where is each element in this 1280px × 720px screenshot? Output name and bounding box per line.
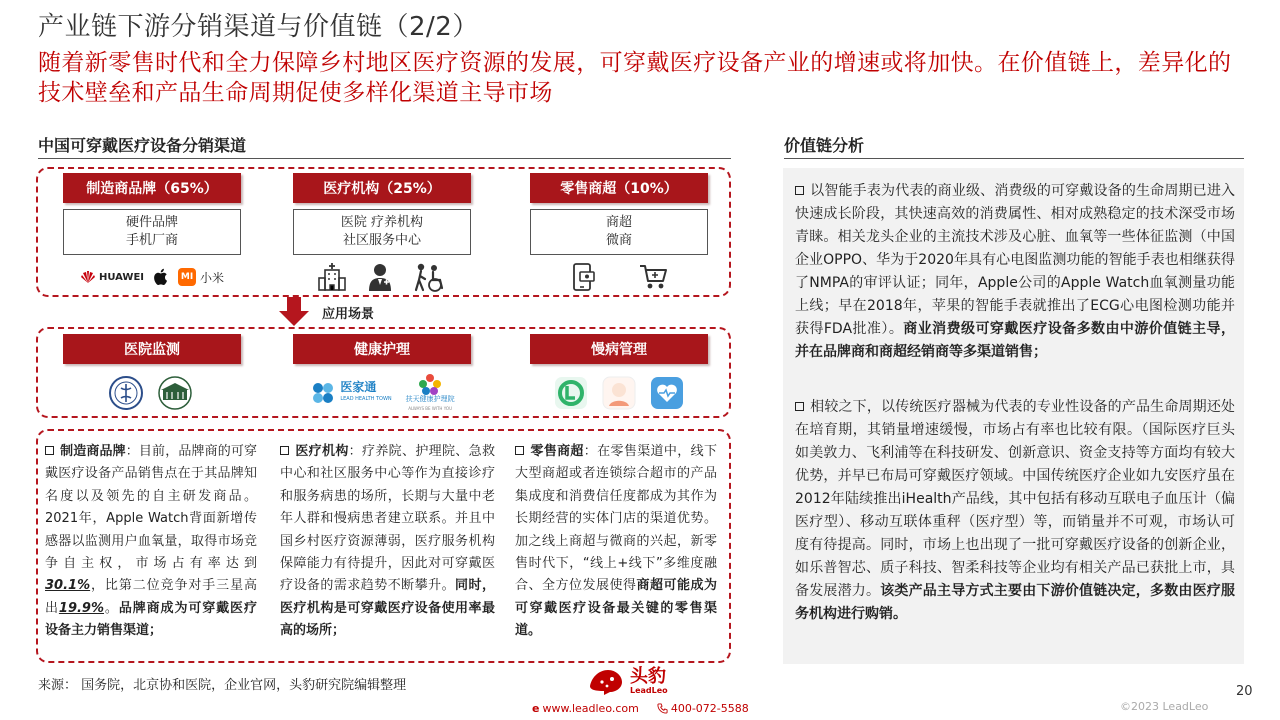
channel-retail-line1: 商超 xyxy=(605,215,632,230)
value-chain-para-1 xyxy=(795,180,1235,364)
desc-manufacturer-head: 制造商品牌 xyxy=(60,444,126,459)
copyright: ©2023 LeadLeo xyxy=(1120,700,1209,713)
shopping-cart-icon xyxy=(638,263,668,291)
left-section-divider xyxy=(38,158,731,159)
jiankang-flower-icon xyxy=(418,373,442,395)
bullet-checkbox-icon xyxy=(795,186,804,195)
scenario-hospital-monitoring: 医院监测 xyxy=(63,334,241,364)
channel-manufacturer-label: 制造商品牌（65%） xyxy=(63,173,241,203)
huawei-logo xyxy=(80,271,144,283)
bullet-checkbox-icon xyxy=(515,446,524,455)
website-text: www.leadleo.com xyxy=(542,702,639,715)
contact-info xyxy=(532,702,749,715)
hospital-logos xyxy=(63,374,241,412)
channel-retail-label: 零售商超（10%） xyxy=(530,173,708,203)
arrow-label: 应用场景 xyxy=(322,307,375,322)
page-subtitle: 随着新零售时代和全力保障乡村地区医疗资源的发展，可穿戴医疗设备产业的增速或将加快。在价值链上，差异化的技术壁垒和产品生命周期促使多样化渠道主导市场 xyxy=(38,50,1232,106)
xiaomi-mark-icon: MI xyxy=(178,268,196,286)
channel-medical-line2: 社区服务中心 xyxy=(342,233,421,248)
bullet-checkbox-icon xyxy=(795,402,804,411)
desc-manufacturer-em1: 30.1% xyxy=(45,578,91,594)
value-chain-para-1-text: 以智能手表为代表的商业级、消费级的可穿戴设备的生命周期已进入快速成长阶段，其快速高效的消费属性、相对成熟稳定的技术深受市场青睐。相关龙头企业的主流技术涉及心脏、血氧等一些体征监测（中国企业OPPO、华为于2020年具有心电图监测功能的智能手表也相继获得了NMPA的审评认证；同年，Apple公司的Apple Watch血氧测量功能上线；早在2018年，苹果的智能手表就推出了ECG心电图检测功能并获得FDA批准）。 xyxy=(795,183,1235,337)
hospital-emblem-icon xyxy=(109,376,143,410)
channel-medical-line1: 医院 疗养机构 xyxy=(340,215,424,230)
phone-text: 400-072-5588 xyxy=(670,702,749,715)
desc-retail xyxy=(515,441,717,643)
desc-manufacturer-bold: 品牌商成为可穿戴医疗设备主力销售渠道； xyxy=(45,600,257,639)
channel-retail-line2: 微商 xyxy=(605,233,632,248)
medical-icons xyxy=(293,260,471,294)
brand-sub: LeadLeo xyxy=(630,685,668,695)
caregiver-wheelchair-icon xyxy=(413,262,447,292)
app-doctor-icon xyxy=(602,376,636,410)
chronic-app-logos xyxy=(530,374,708,412)
web-e-icon: e xyxy=(532,702,540,715)
jiankang-tagline: ALWAYS BE WITH YOU xyxy=(408,406,453,411)
pumch-emblem-icon xyxy=(155,376,195,410)
phone-contact xyxy=(657,702,749,715)
app-heart-icon xyxy=(650,376,684,410)
phone-icon xyxy=(657,703,668,714)
desc-medical-head: 医疗机构 xyxy=(295,444,349,459)
desc-manufacturer-body1: ：目前，品牌商的可穿戴医疗设备产品销售点在于其品牌知名度以及领先的自主研发商品。2021年，Apple Watch背面新增传感器以监测用户血氧量，取得市场竞争自主权，市场占有率达到 xyxy=(45,444,257,572)
care-logos xyxy=(293,374,471,412)
yijiatong-mark-icon xyxy=(309,380,337,406)
page-number: 20 xyxy=(1236,684,1253,699)
desc-retail-head: 零售商超 xyxy=(530,444,584,459)
desc-retail-bold: 商超可能成为可穿戴医疗设备最关键的零售渠道。 xyxy=(515,578,717,639)
app-l-icon xyxy=(554,376,588,410)
left-section-title: 中国可穿戴医疗设备分销渠道 xyxy=(38,136,247,155)
hospital-building-icon xyxy=(317,262,347,292)
desc-manufacturer-body2: ，比第二位竞争对手三星高出 xyxy=(45,578,257,616)
desc-manufacturer-em2: 19.9% xyxy=(58,600,105,616)
channel-manufacturer-box xyxy=(63,209,241,255)
desc-medical xyxy=(280,441,495,643)
jiankang-logo xyxy=(406,373,455,413)
right-section-divider xyxy=(784,158,1244,159)
brand-name: 头豹 xyxy=(630,665,666,687)
leopard-logo-icon xyxy=(588,666,624,696)
desc-manufacturer xyxy=(45,441,257,643)
yijiatong-logo xyxy=(309,380,391,406)
channel-manufacturer-line1: 硬件品牌 xyxy=(125,215,178,230)
channel-medical-box xyxy=(293,209,471,255)
value-chain-para-2 xyxy=(795,396,1235,626)
retail-icons xyxy=(530,260,708,294)
channel-manufacturer-line2: 手机厂商 xyxy=(125,233,178,248)
doctor-icon xyxy=(365,262,395,292)
scenario-health-care: 健康护理 xyxy=(293,334,471,364)
source-note: 来源： 国务院，北京协和医院，企业官网，头豹研究院编辑整理 xyxy=(38,678,407,693)
right-section-title: 价值链分析 xyxy=(784,136,865,155)
desc-medical-body1: ：疗养院、护理院、急救中心和社区服务中心等作为直接诊疗和服务病患的场所，长期与大量中老年人群和慢病患者建立联系。并且中国乡村医疗资源薄弱，医疗服务机构保障能力有待提升，因此对可穿戴医疗设备的需求趋势不断攀升。 xyxy=(280,444,495,594)
channel-retail-box xyxy=(530,209,708,255)
huawei-wordmark: HUAWEI xyxy=(98,271,145,283)
value-chain-para-1-bold: 商业消费级可穿戴医疗设备多数由中游价值链主导，并在品牌商和商超经销商等多渠道销售； xyxy=(795,321,1235,360)
mobile-payment-icon xyxy=(570,262,598,292)
manufacturer-logos xyxy=(63,262,241,292)
bullet-checkbox-icon xyxy=(45,446,54,455)
value-chain-panel xyxy=(783,168,1244,664)
value-chain-para-2-bold: 该类产品主导方式主要由下游价值链决定，多数由医疗服务机构进行购销。 xyxy=(795,583,1236,622)
jiankang-wordmark: 扶天健康护理院 xyxy=(405,395,455,403)
brand-logo xyxy=(588,666,668,696)
xiaomi-logo xyxy=(178,268,224,286)
page-title: 产业链下游分销渠道与价值链（2/2） xyxy=(38,12,479,42)
value-chain-para-2-text: 相较之下，以传统医疗器械为代表的专业性设备的产品生命周期还处在培育期，其销量增速缓慢，市场占有率也比较有限。（国际医疗巨头如美敦力、飞利浦等在科技研发、创新意识、资金支持等方面均有较大优势，并早已布局可穿戴医疗领域。中国传统医疗企业如九安医疗虽在2012年陆续推出iHealth产品线，其中包括有移动互联电子血压计（偏医疗型）、移动互联体重秤（医疗型）等，而销量并不可观，市场认可度有待提高。同时，市场上也出现了一批可穿戴医疗设备的创新企业，如乐普智芯、质子科技、智柔科技等企业均有相关产品已获批上市，具备发展潜力。 xyxy=(795,399,1235,599)
yijiatong-tagline: LEAD HEALTH TOWN xyxy=(340,396,392,402)
desc-retail-body1: ：在零售渠道中，线下大型商超或者连锁综合超市的产品集成度和消费信任度都成为其作为长期经营的实体门店的渠道优势。加之线上商超与微商的兴起，新零售时代下，“线上+线下”多维度融合、全方位发展使得 xyxy=(515,444,717,594)
apple-logo-icon xyxy=(152,267,170,287)
bullet-checkbox-icon xyxy=(280,446,289,455)
website-link[interactable] xyxy=(532,702,639,715)
desc-manufacturer-body3: 。 xyxy=(104,600,119,616)
down-arrow-icon xyxy=(278,297,310,327)
huawei-flower-icon xyxy=(80,271,96,283)
yijiatong-wordmark: 医家通 xyxy=(340,380,377,394)
desc-medical-bold: 同时，医疗机构是可穿戴医疗设备使用率最高的场所； xyxy=(280,578,495,639)
channel-medical-label: 医疗机构（25%） xyxy=(293,173,471,203)
scenario-chronic-disease: 慢病管理 xyxy=(530,334,708,364)
xiaomi-wordmark: 小米 xyxy=(200,270,225,285)
